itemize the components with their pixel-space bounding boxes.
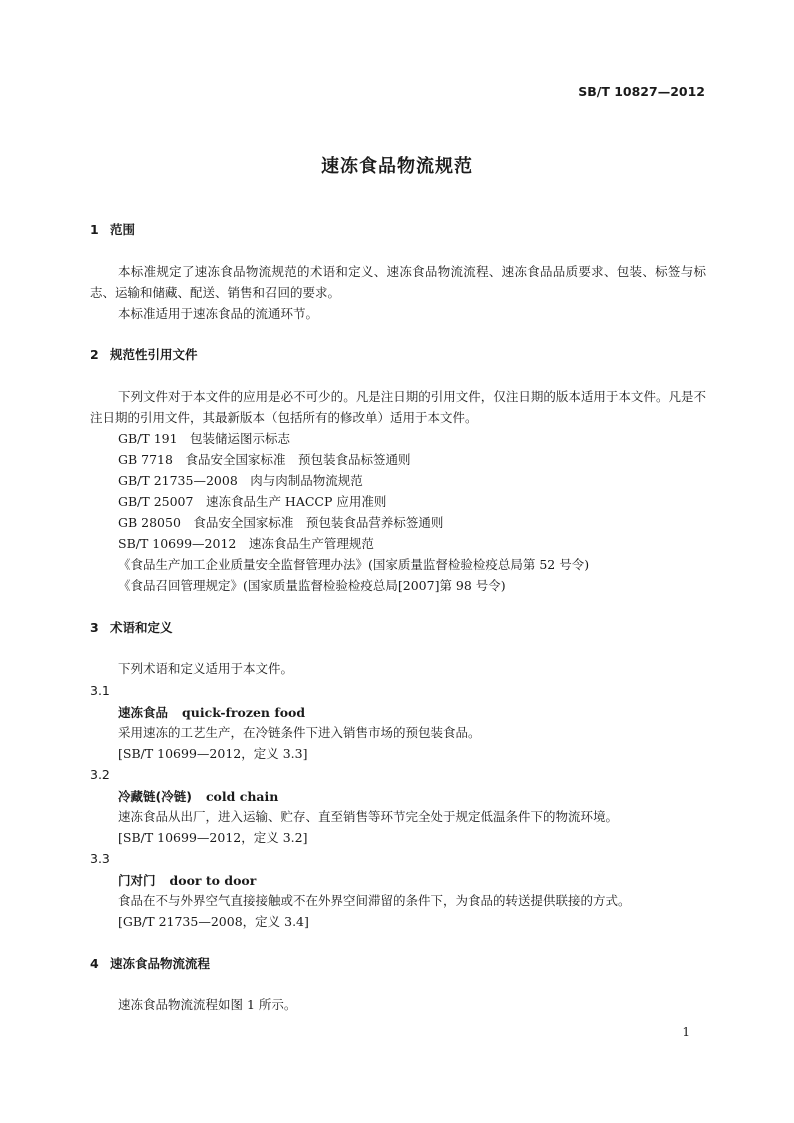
reference-item: 《食品生产加工企业质量安全监督管理办法》(国家质量监督检验检疫总局第 52 号令) (118, 557, 590, 572)
reference-item: GB 7718 食品安全国家标准 预包装食品标签通则 (118, 452, 411, 467)
section-2-paragraph-1 (90, 386, 706, 428)
term-source: [GB/T 21735—2008，定义 3.4] (118, 914, 309, 929)
reference-item: SB/T 10699—2012 速冻食品生产管理规范 (118, 536, 374, 551)
section-3-intro: 下列术语和定义适用于本文件。 (118, 661, 294, 676)
term-heading (118, 871, 256, 889)
section-4-heading (90, 954, 210, 972)
section-title: 范围 (110, 222, 136, 237)
term-name: 冷藏链(冷链) (118, 789, 192, 804)
term-english: door to door (169, 873, 257, 888)
term-source: [SB/T 10699—2012，定义 3.3] (118, 746, 308, 761)
section-title: 术语和定义 (110, 620, 173, 635)
reference-item: 《食品召回管理规定》(国家质量监督检验检疫总局[2007]第 98 号令) (118, 578, 506, 593)
term-name: 门对门 (118, 873, 156, 888)
section-3-heading (90, 618, 173, 636)
document-title: 速冻食品物流规范 (321, 156, 473, 177)
term-english: cold chain (205, 789, 279, 804)
section-1-heading (90, 220, 135, 238)
term-number: 3.1 (90, 683, 110, 698)
reference-item: GB 28050 食品安全国家标准 预包装食品营养标签通则 (118, 515, 444, 530)
term-source: [SB/T 10699—2012，定义 3.2] (118, 830, 308, 845)
section-4-paragraph-1: 速冻食品物流流程如图 1 所示。 (118, 997, 297, 1012)
section-number: 4 (90, 956, 99, 971)
page-number: 1 (682, 1025, 690, 1039)
term-heading (118, 703, 305, 721)
section-1-paragraph-2 (90, 303, 706, 324)
paragraph-text: 本标准规定了速冻食品物流规范的术语和定义、速冻食品物流流程、速冻食品品质要求、包装、标签与标志、运输和储藏、配送、销售和召回的要求。 (90, 264, 706, 300)
section-title: 规范性引用文件 (110, 347, 198, 362)
term-definition: 速冻食品从出厂，进入运输、贮存、直至销售等环节完全处于规定低温条件下的物流环境。 (118, 809, 619, 824)
paragraph-text: 下列文件对于本文件的应用是必不可少的。凡是注日期的引用文件，仅注日期的版本适用于本文件。凡是不注日期的引用文件，其最新版本（包括所有的修改单）适用于本文件。 (90, 389, 706, 425)
section-number: 2 (90, 347, 99, 362)
term-definition: 采用速冻的工艺生产，在冷链条件下进入销售市场的预包装食品。 (118, 725, 481, 740)
standard-code: SB/T 10827—2012 (578, 84, 705, 99)
section-1-paragraph-1 (90, 261, 706, 303)
term-number: 3.3 (90, 851, 110, 866)
reference-item: GB/T 25007 速冻食品生产 HACCP 应用准则 (118, 494, 387, 509)
section-number: 1 (90, 222, 99, 237)
reference-item: GB/T 21735—2008 肉与肉制品物流规范 (118, 473, 363, 488)
term-english: quick-frozen food (182, 705, 306, 720)
section-number: 3 (90, 620, 99, 635)
reference-item: GB/T 191 包装储运图示标志 (118, 431, 291, 446)
term-number: 3.2 (90, 767, 110, 782)
term-heading (118, 787, 278, 805)
term-name: 速冻食品 (118, 705, 169, 720)
term-definition: 食品在不与外界空气直接接触或不在外界空间滞留的条件下，为食品的转送提供联接的方式。 (118, 893, 631, 908)
section-2-heading (90, 345, 198, 363)
paragraph-text: 本标准适用于速冻食品的流通环节。 (118, 306, 319, 321)
section-title: 速冻食品物流流程 (110, 956, 211, 971)
